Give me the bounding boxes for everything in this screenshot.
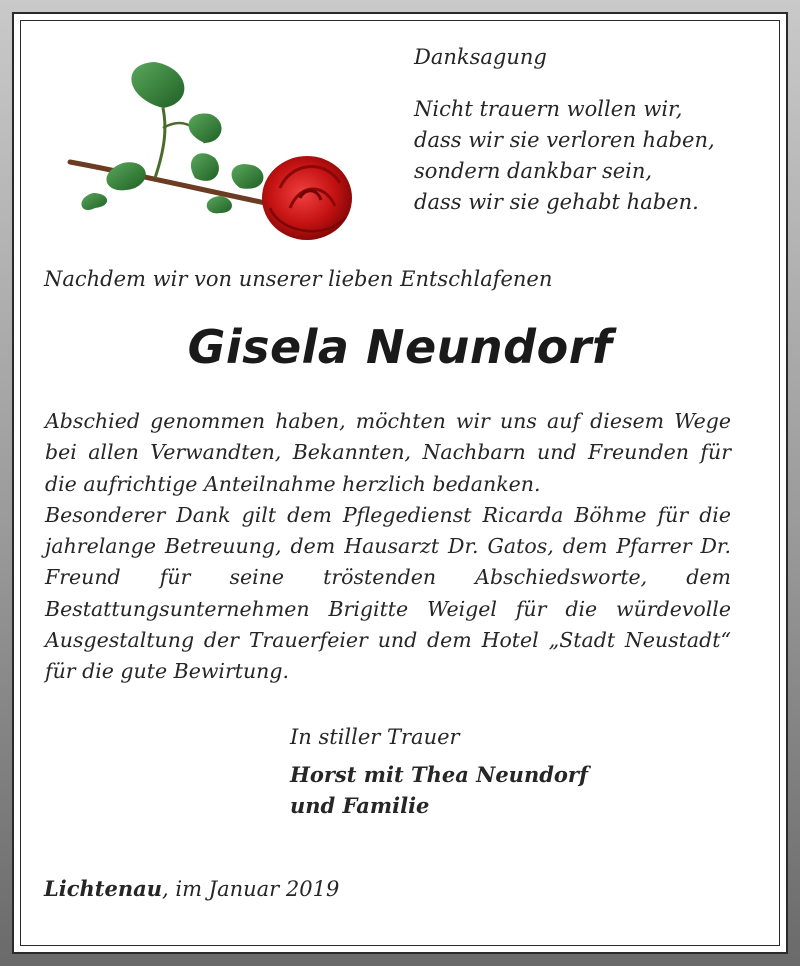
- verse-heading: Danksagung: [414, 45, 547, 69]
- body-text: [45, 406, 731, 688]
- signoff-name: Horst mit Thea Neundorf: [290, 762, 589, 787]
- verse-block: [414, 42, 754, 218]
- signoff-lead: In stiller Trauer: [290, 725, 460, 749]
- intro-text: Nachdem wir von unserer lieben Entschlafenen: [44, 267, 553, 291]
- footer-date: , im Januar 2019: [162, 877, 340, 901]
- signoff-name: und Familie: [290, 793, 430, 818]
- signoff-block: [290, 722, 730, 821]
- deceased-name: Gisela Neundorf: [187, 320, 613, 374]
- verse-line: sondern dankbar sein,: [414, 159, 653, 183]
- footer-place: Lichtenau: [44, 876, 163, 901]
- red-rose-icon: [55, 48, 355, 248]
- verse-line: dass wir sie gehabt haben.: [414, 190, 699, 214]
- body-paragraph: Besonderer Dank gilt dem Pflegedienst Ricarda Böhme für die jahrelange Betreuung, dem Hausarzt Dr. Gatos, dem Pfarrer Dr. Freund für seine tröstenden Abschiedsworte, dem Bestattungsunternehmen Brigitte Weigel für die würdevolle Ausgestaltung der Trauerfeier und dem Hotel „Stadt Neustadt“ für die gute Bewirtung.: [45, 502, 731, 684]
- verse-line: Nicht trauern wollen wir,: [414, 97, 683, 121]
- body-paragraph: Abschied genommen haben, möchten wir uns auf diesem Wege bei allen Verwandten, Bekannten, Nachbarn und Freunden für die aufrichtige Anteilnahme herzlich bedanken.: [45, 409, 731, 496]
- footer-place-date: [44, 874, 644, 904]
- verse-line: dass wir sie verloren haben,: [414, 128, 715, 152]
